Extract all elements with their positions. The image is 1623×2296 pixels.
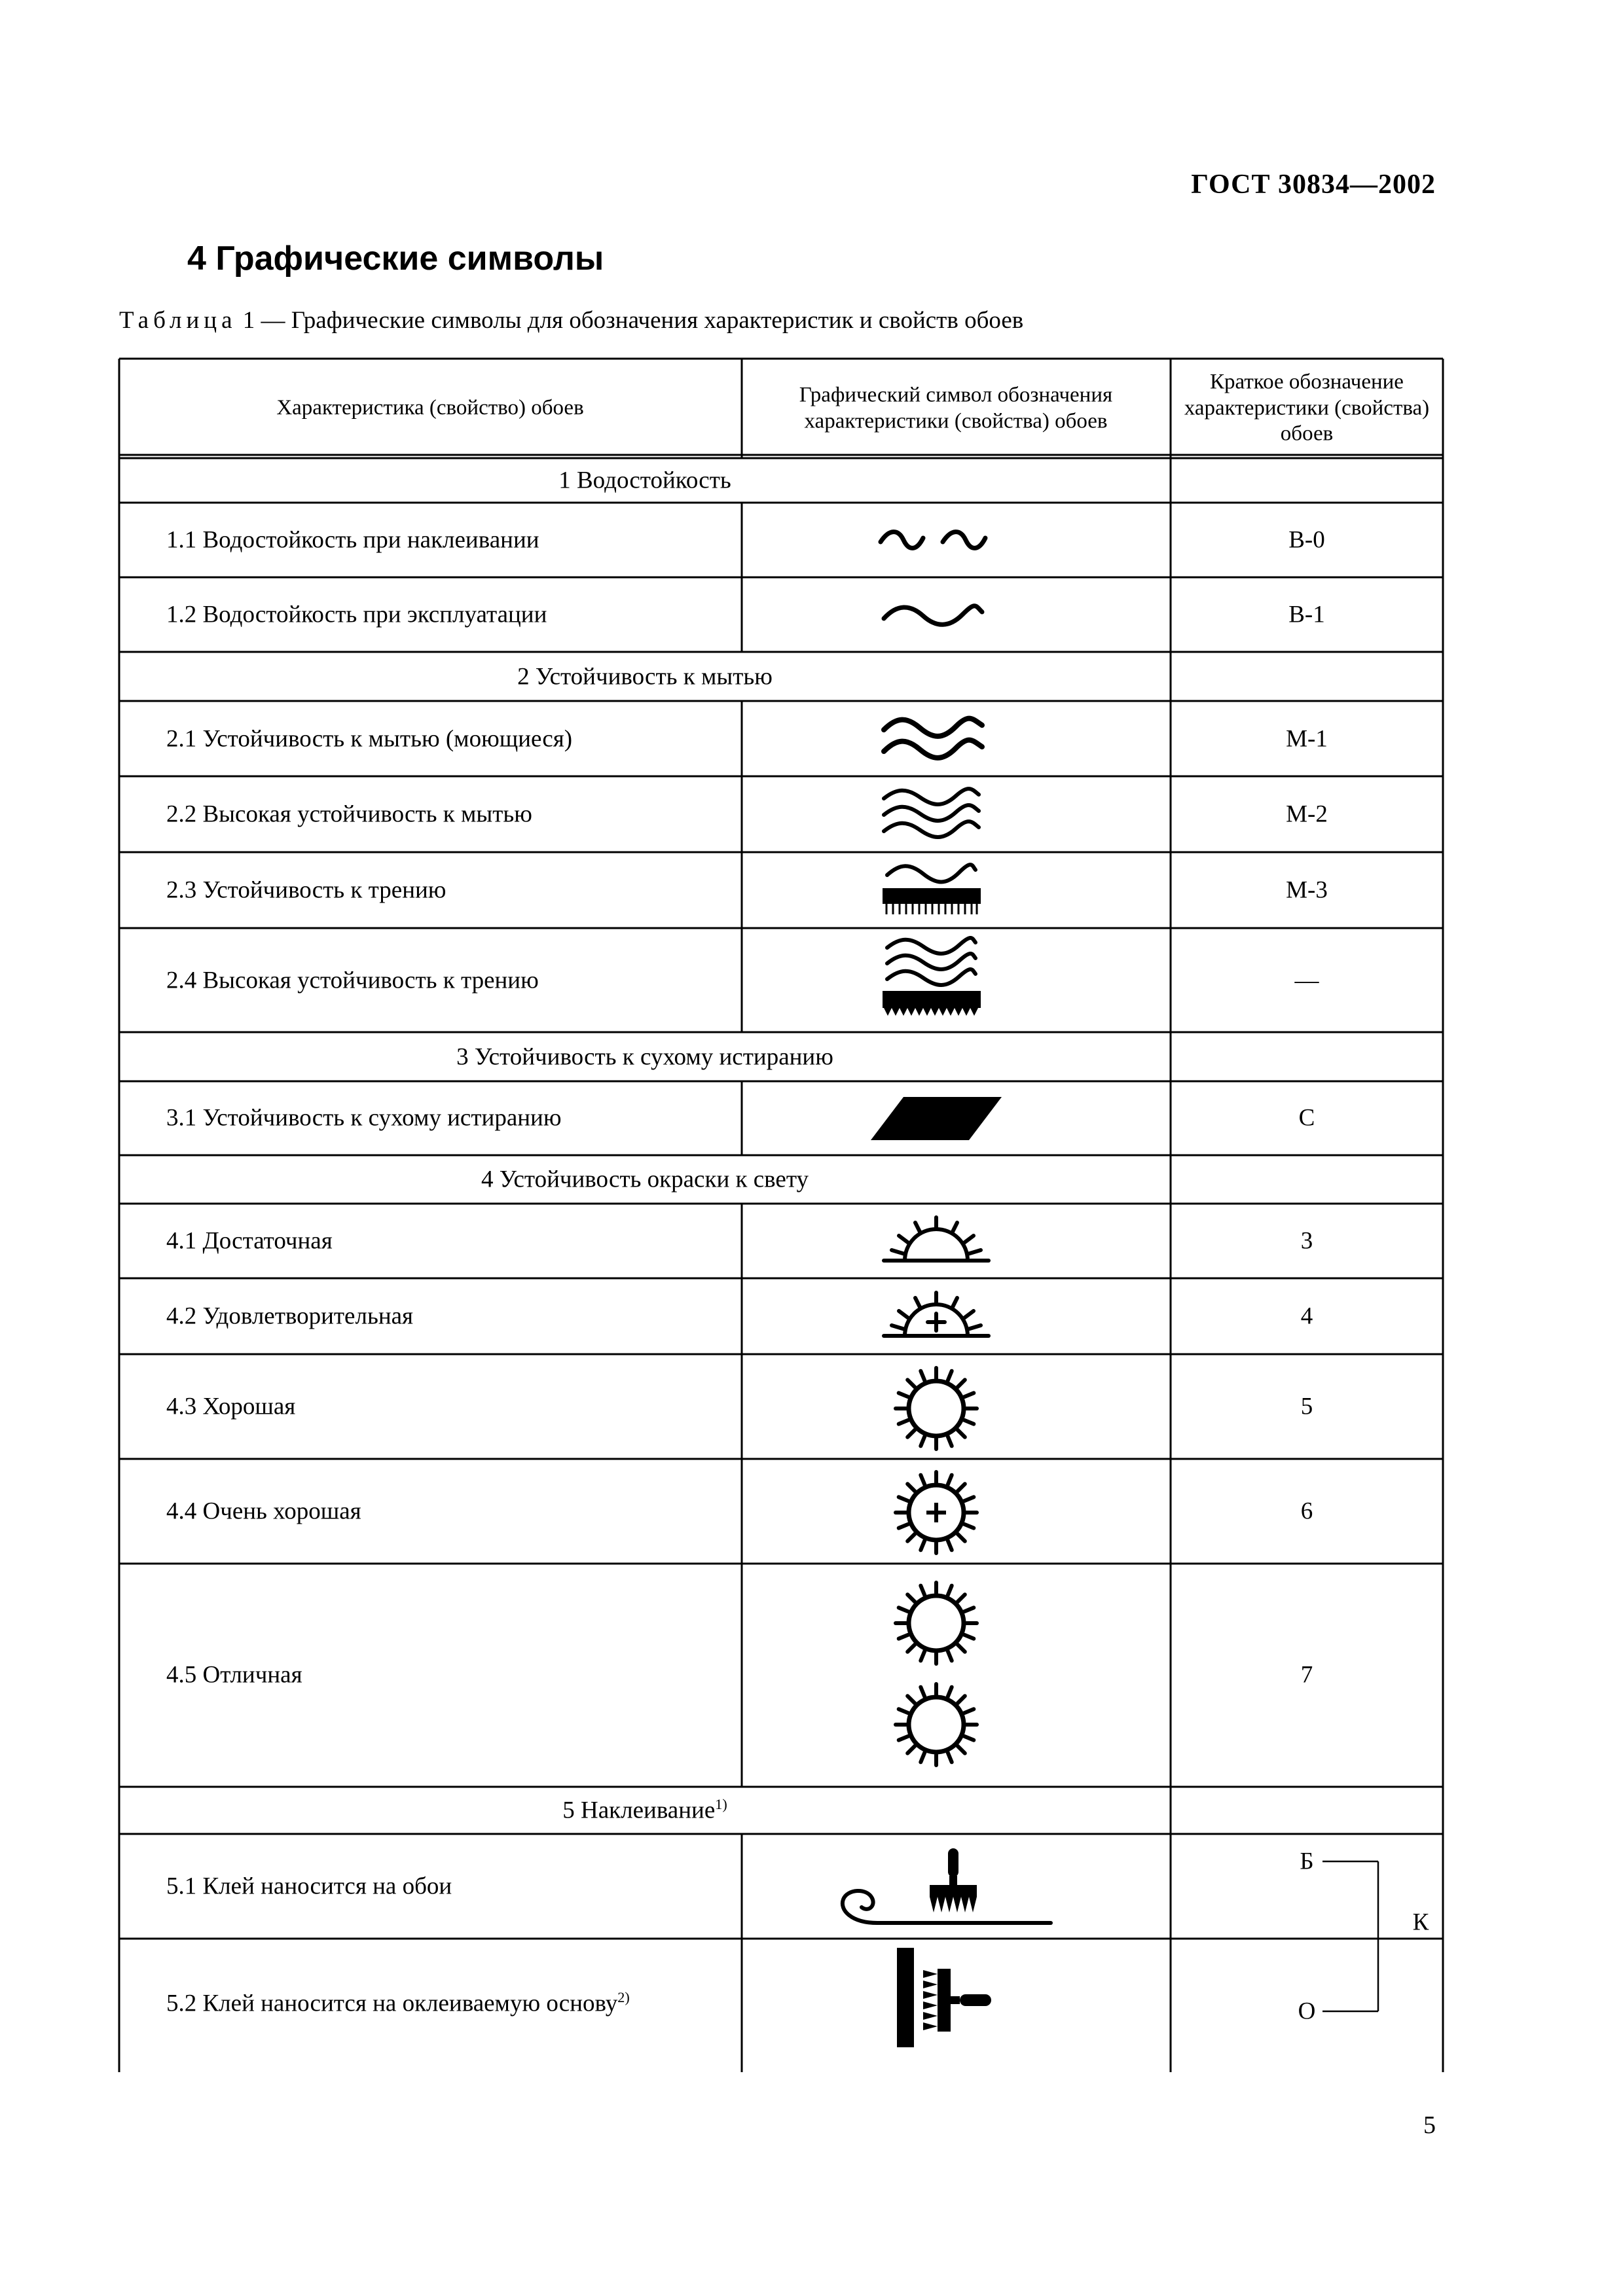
- waves-brush-icon: [871, 936, 989, 1024]
- row-code: 6: [1300, 1498, 1313, 1525]
- page-number: 5: [1423, 2111, 1436, 2139]
- wave-double-icon: [871, 713, 989, 766]
- row-name-text: 5.2 Клей наносится на оклеиваемую основу: [166, 1990, 618, 2017]
- row-code: 7: [1300, 1661, 1313, 1689]
- group-title: 4 Устойчивость окраски к свету: [481, 1166, 809, 1193]
- row-name: 2.2 Высокая устойчивость к мытью: [166, 800, 532, 828]
- row-name: 2.3 Устойчивость к трению: [166, 876, 447, 904]
- half-sun-plus-icon: [877, 1286, 995, 1345]
- paste-on-wallpaper-icon: [825, 1839, 1074, 1931]
- row-name: 4.4 Очень хорошая: [166, 1498, 361, 1525]
- header-symbol: Графический символ обозначения характеристики (свойства) обоев: [799, 383, 1113, 433]
- wave-brush-icon: [871, 861, 989, 923]
- parallelogram-icon: [864, 1093, 1008, 1145]
- row-code: В-1: [1288, 601, 1325, 628]
- row-name: 4.5 Отличная: [166, 1661, 302, 1689]
- group-title: 2 Устойчивость к мытью: [517, 663, 773, 691]
- row-name: 2.4 Высокая устойчивость к трению: [166, 967, 539, 994]
- paste-on-wall-icon: [890, 1944, 1021, 2062]
- row-name: 4.3 Хорошая: [166, 1393, 296, 1420]
- document-code: ГОСТ 30834—2002: [1191, 170, 1436, 200]
- group-title-text: 5 Наклеивание: [562, 1797, 716, 1824]
- caption-text: — Графические символы для обозначения характеристик и свойств обоев: [255, 307, 1024, 334]
- footnote-marker: 1): [715, 1796, 727, 1813]
- header-short-code: Краткое обозначение характеристики (свойства) обоев: [1184, 370, 1430, 446]
- header-characteristic: Характеристика (свойство) обоев: [276, 396, 584, 420]
- row-code: М-1: [1286, 725, 1328, 753]
- row-code: М-3: [1286, 876, 1328, 904]
- row-name: 4.2 Удовлетворительная: [166, 1302, 414, 1330]
- row-code: В-0: [1288, 526, 1325, 554]
- bracket-code: К: [1412, 1909, 1429, 1936]
- caption-number: 1: [242, 307, 255, 334]
- wave-separated-icon: [871, 517, 989, 563]
- wave-triple-icon: [871, 785, 989, 844]
- row-name: 2.1 Устойчивость к мытью (моющиеся): [166, 725, 573, 753]
- row-code: 5: [1300, 1393, 1313, 1420]
- row-name: 1.2 Водостойкость при эксплуатации: [166, 601, 547, 628]
- group-title: [562, 1796, 727, 1824]
- caption-label: Таблица: [119, 307, 237, 334]
- row-name: 1.1 Водостойкость при наклеивании: [166, 526, 539, 554]
- footnote-marker: 2): [617, 1989, 630, 2006]
- group-title: 1 Водостойкость: [558, 467, 731, 494]
- row-name: 4.1 Достаточная: [166, 1227, 333, 1255]
- row-code: С: [1298, 1104, 1315, 1132]
- row-code: М-2: [1286, 800, 1328, 828]
- sun-plus-icon: [884, 1467, 989, 1558]
- row-name: [166, 1989, 630, 2017]
- row-code: О: [1298, 1998, 1316, 2025]
- row-name: 5.1 Клей наносится на обои: [166, 1873, 452, 1900]
- group-title: 3 Устойчивость к сухому истиранию: [456, 1043, 833, 1071]
- row-code: —: [1294, 967, 1319, 994]
- section-title: 4 Графические символы: [187, 240, 604, 278]
- sun-icon: [884, 1363, 989, 1454]
- row-code: 3: [1300, 1227, 1313, 1255]
- row-code: Б: [1300, 1848, 1314, 1875]
- double-sun-icon: [884, 1577, 989, 1774]
- half-sun-icon: [877, 1211, 995, 1270]
- row-code: 4: [1300, 1302, 1313, 1330]
- wave-single-icon: [871, 592, 989, 638]
- row-name: 3.1 Устойчивость к сухому истиранию: [166, 1104, 562, 1132]
